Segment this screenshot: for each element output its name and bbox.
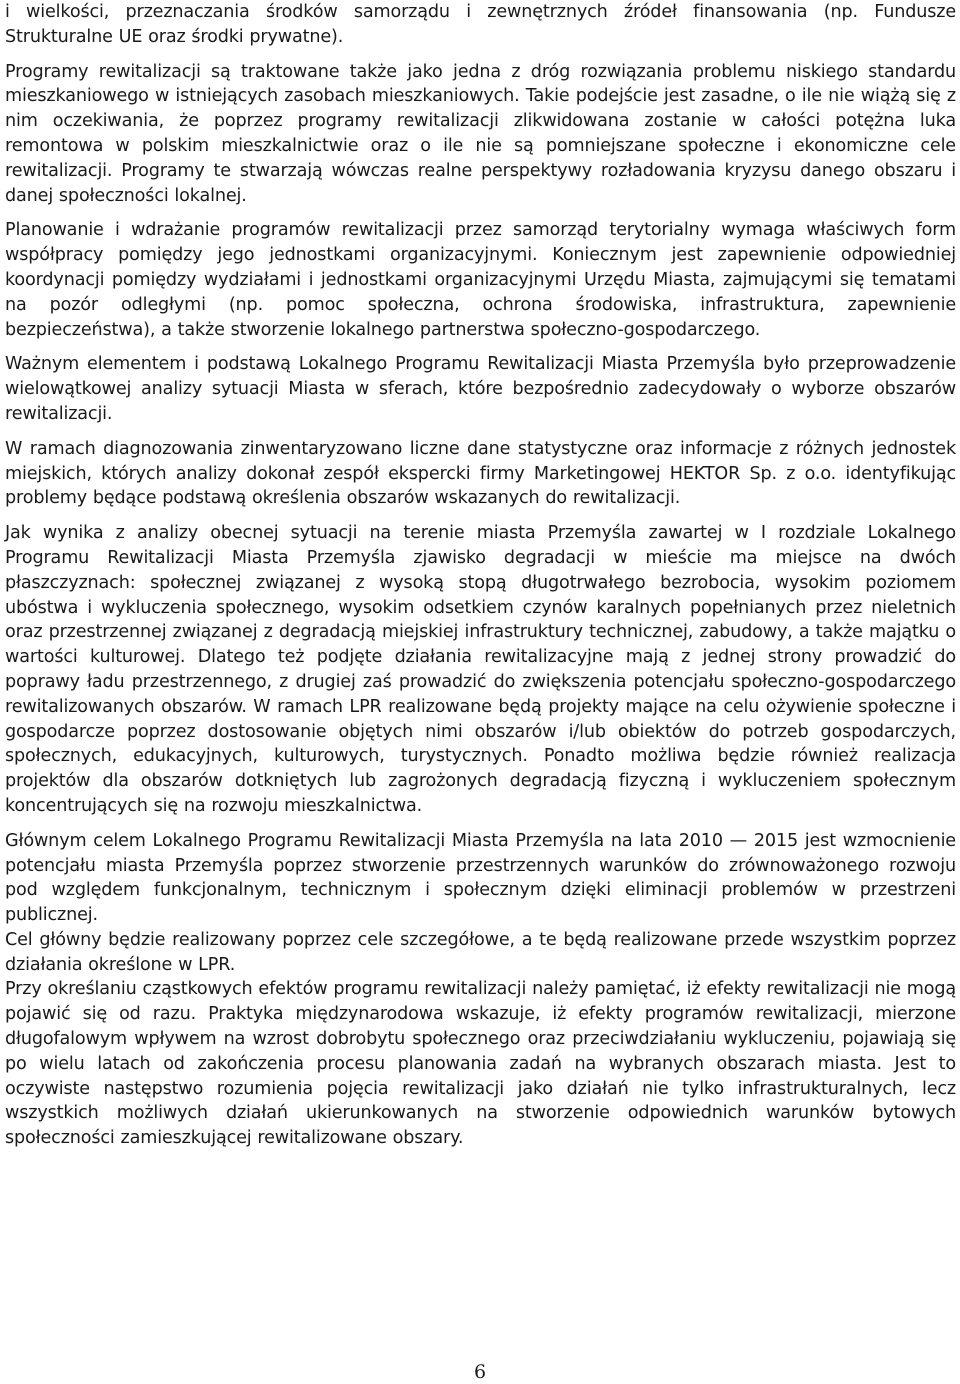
paragraph-degradation-analysis: Jak wynika z analizy obecnej sytuacji na terenie miasta Przemyśla zawartej w I rozdziale Lokalnego Programu Rewitalizacji Miasta Przemyśla zjawisko degradacji w mieście ma miejsce na dwóch płaszczyznach: społecznej związanej z wysoką stopą długotrwałego bezrobocia, wysokim poziomem ubóstwa i wykluczenia społecznego, wysokim odsetkiem czynów karalnych popełnianych przez nieletnich oraz przestrzennej związanej z degradacją miejskiej infrastruktury technicznej, zabudowy, a także majątku o wartości kulturowej. Dlatego też podjęte działania rewitalizacyjne mają z jednej strony prowadzić do poprawy ładu przestrzennego, z drugiej zaś prowadzić do zwiększenia potencjału społeczno-gospodarczego rewitalizowanych obszarów. W ramach LPR realizowane będą projekty mające na celu ożywienie społeczne i gospodarcze poprzez dostosowanie objętych nimi obszarów i/lub obiektów do potrzeb gospodarczych, społecznych, edukacyjnych, kulturowych, turystycznych. Ponadto możliwa będzie również realizacja projektów dla obszarów dotkniętych lub zagrożonych degradacją fizyczną i wykluczeniem społecznym koncentrujących się na rozwoju mieszkalnictwa. (5, 523, 956, 816)
paragraph-funding-sources: i wielkości, przeznaczania środków samorządu i zewnętrznych źródeł finansowania (np. Fundusze Strukturalne UE oraz środki prywatne). (5, 2, 956, 47)
paragraph-analysis-element: Ważnym elementem i podstawą Lokalnego Programu Rewitalizacji Miasta Przemyśla było przeprowadzenie wielowątkowej analizy sytuacji Miasta w sferach, które bezpośrednio zadecydowały o wyborze obszarów rewitalizacji. (5, 354, 956, 424)
page-number: 6 (473, 1361, 487, 1383)
paragraph-diagnosis: W ramach diagnozowania zinwentaryzowano liczne dane statystyczne oraz informacje z różnych jednostek miejskich, których analizy dokonał zespół ekspercki firmy Marketingowej HEKTOR Sp. z o.o. identyfikując problemy będące podstawą określenia obszarów wskazanych do rewitalizacji. (5, 438, 956, 509)
paragraph-main-goal: Głównym celem Lokalnego Programu Rewitalizacji Miasta Przemyśla na lata 2010 — 2015 jest wzmocnienie potencjału miasta Przemyśla poprzez stworzenie przestrzennych warunków do zrównoważonego rozwoju pod względem funkcjonalnym, technicznym i społecznym dzięki eliminacji problemów w przestrzeni publicznej. (5, 830, 956, 926)
document-body (5, 0, 956, 1151)
paragraph-planning-cooperation: Planowanie i wdrażanie programów rewitalizacji przez samorząd terytorialny wymaga właściwych form współpracy pomiędzy jego jednostkami organizacyjnymi. Koniecznym jest zapewnienie odpowiedniej koordynacji pomiędzy wydziałami i jednostkami organizacyjnymi Urzędu Miasta, zajmującymi się tematami na pozór odległymi (np. pomoc społeczna, ochrona środowiska, infrastruktura, zapewnienie bezpieczeństwa), a także stworzenie lokalnego partnerstwa społeczno-gospodarczego. (5, 220, 956, 340)
paragraph-effects: Przy określaniu cząstkowych efektów programu rewitalizacji należy pamiętać, iż efekty rewitalizacji nie mogą pojawić się od razu. Praktyka międzynarodowa wskazuje, iż efekty programów rewitalizacji, mierzone długofalowym wpływem na wzrost dobrobytu społecznego oraz przeciwdziałaniu wykluczeniu, pojawiają się po wielu latach od zakończenia procesu planowania zadań na wybranych obszarach miasta. Jest to oczywiste następstwo rozumienia pojęcia rewitalizacji jako działań nie tylko infrastrukturalnych, lecz wszystkich możliwych działań ukierunkowanych na stworzenie odpowiednich warunków bytowych społeczności zamieszkującej rewitalizowane obszary. (5, 979, 956, 1149)
paragraph-specific-goals: Cel główny będzie realizowany poprzez cele szczegółowe, a te będą realizowane przede wszystkim poprzez działania określone w LPR. (5, 929, 956, 975)
paragraph-housing-standard: Programy rewitalizacji są traktowane także jako jedna z dróg rozwiązania problemu niskiego standardu mieszkaniowego w istniejących zasobach mieszkaniowych. Takie podejście jest zasadne, o ile nie wiążą się z nim oczekiwania, że poprzez programy rewitalizacji zlikwidowana zostanie w całości potężna luka remontowa w polskim mieszkalnictwie oraz o ile nie są pomniejszane społeczne i ekonomiczne cele rewitalizacji. Programy te stwarzają wówczas realne perspektywy rozładowania kryzysu danego obszaru i danej społeczności lokalnej. (5, 61, 956, 206)
